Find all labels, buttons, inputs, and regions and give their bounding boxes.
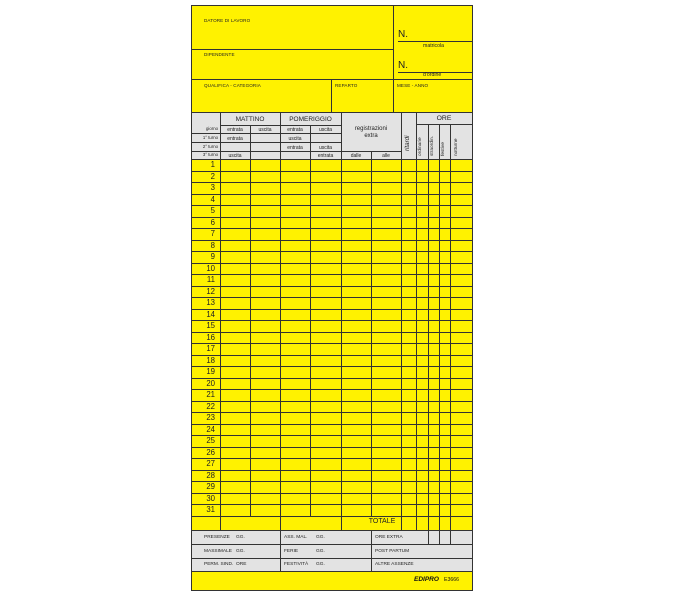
mattino-header: MATTINO [235, 116, 265, 123]
day-number: 24 [206, 424, 215, 434]
day-row-line [192, 194, 472, 195]
day-number: 14 [206, 309, 215, 319]
footer-block [192, 530, 472, 571]
day-number: 4 [210, 194, 215, 204]
day-number: 23 [206, 413, 215, 423]
reparto-label: REPARTO [335, 83, 358, 88]
day-row-line [192, 458, 472, 459]
day-row-line [192, 297, 472, 298]
employee-label: DIPENDENTE [204, 52, 235, 57]
registrazioni-header: registrazioni [354, 126, 388, 132]
ore-col-ordinarie: ordinarie [418, 137, 423, 156]
day-number: 26 [206, 447, 215, 457]
day-row-line [192, 424, 472, 425]
day-number: 25 [206, 436, 215, 446]
ore-col-straordinarie: straordin. [430, 136, 435, 156]
day-row-line [192, 401, 472, 402]
r2-pomeriggio-uscita: uscita [288, 136, 302, 142]
day-row-line [192, 378, 472, 379]
ritardi-header: ritardi [404, 135, 411, 151]
r3-pomeriggio-entrata: entrata [287, 145, 303, 151]
day-row-line [192, 274, 472, 275]
r3-pomeriggio-uscita: uscita [318, 145, 333, 151]
row-label-giorno: giorno [206, 126, 218, 131]
ore-col-festive: festive [441, 142, 446, 156]
day-number: 6 [210, 217, 215, 227]
day-row-line [192, 447, 472, 448]
r4-extra-alle: alle [382, 153, 390, 159]
ordine-label: d'ordine [423, 72, 442, 78]
presenze-gg-label: GG. [236, 535, 245, 540]
day-number: 17 [206, 344, 215, 354]
day-number: 29 [206, 482, 215, 492]
perm-sind-ore-label: ORE [236, 562, 247, 567]
day-row-line [192, 470, 472, 471]
festivita-label: FESTIVITÀ [284, 562, 309, 567]
day-number: 13 [206, 298, 215, 308]
mese-anno-label: MESE - ANNO [397, 83, 429, 88]
ore-col-notturne: notturne [454, 138, 459, 156]
day-row-line [192, 332, 472, 333]
ore-extra-label: ORE EXTRA [375, 535, 403, 540]
r4-pomeriggio-entrata: entrata [317, 153, 334, 159]
ferie-gg-label: GG. [316, 549, 325, 554]
day-row-line [192, 481, 472, 482]
day-row-line [192, 263, 472, 264]
massimale-gg-label: GG. [236, 549, 245, 554]
day-number: 21 [206, 390, 215, 400]
matricola-label: matricola [423, 43, 445, 49]
day-number: 15 [206, 321, 215, 331]
perm-sind-label: PERM. SIND. [204, 562, 234, 567]
day-number: 12 [206, 286, 215, 296]
day-number: 8 [210, 240, 215, 250]
day-number: 3 [210, 183, 215, 193]
employer-label: DATORE DI LAVORO [204, 18, 251, 23]
day-number: 22 [206, 401, 215, 411]
day-number: 30 [206, 493, 215, 503]
r1-mattino-entrata: entrata [227, 127, 243, 133]
day-number: 28 [206, 470, 215, 480]
day-number: 16 [206, 332, 215, 342]
ass-mal-gg-label: GG. [316, 535, 325, 540]
day-number: 31 [206, 505, 215, 515]
day-row-line [192, 205, 472, 206]
totale-row [192, 516, 472, 530]
day-row-line [192, 320, 472, 321]
day-row-line [192, 228, 472, 229]
day-row-line [192, 309, 472, 310]
r1-pomeriggio-entrata: entrata [287, 127, 303, 133]
day-number: 20 [206, 378, 215, 388]
pomeriggio-header: POMERIGGIO [289, 116, 332, 123]
row-label-turno-2: 2° turno [202, 144, 218, 149]
day-row-line [192, 493, 472, 494]
day-row-line [192, 171, 472, 172]
r1-pomeriggio-uscita: uscita [318, 127, 333, 133]
massimale-label: MASSIMALE [204, 549, 232, 554]
day-number: 7 [210, 229, 215, 239]
r4-mattino-uscita: uscita [228, 153, 242, 159]
day-row-line [192, 182, 472, 183]
totale-label: TOTALE [368, 518, 396, 525]
day-number: 11 [206, 275, 215, 285]
day-number: 2 [210, 171, 215, 181]
festivita-gg-label: GG. [316, 562, 325, 567]
ferie-label: FERIE [284, 549, 299, 554]
row-label-turno-1: 1° turno [202, 135, 218, 140]
ass-mal-label: ASS. MAL. [284, 535, 308, 540]
day-row-line [192, 504, 472, 505]
brand-logo: EDIPRO [414, 576, 439, 583]
r1-mattino-uscita: uscita [258, 127, 272, 133]
row-label-turno-3: 3° turno [202, 152, 218, 157]
days-grid [192, 159, 472, 516]
day-row-line [192, 240, 472, 241]
r4-extra-dalle: dalle [350, 153, 362, 159]
day-row-line [192, 286, 472, 287]
day-number: 1 [210, 160, 215, 169]
ore-header: ORE [436, 115, 452, 122]
day-number: 9 [210, 252, 215, 262]
post-partum-label: POST PARTUM [375, 549, 410, 554]
day-number: 10 [206, 263, 215, 273]
day-row-line [192, 412, 472, 413]
day-number: 18 [206, 355, 215, 365]
product-code: E3666 [444, 577, 460, 583]
attendance-card [191, 5, 473, 591]
day-row-line [192, 355, 472, 356]
day-number: 27 [206, 459, 215, 469]
day-row-line [192, 366, 472, 367]
extra-header: extra [364, 133, 378, 139]
r2-mattino-entrata: entrata [227, 136, 243, 142]
ordine-number-symbol: N. [398, 60, 408, 71]
day-row-line [192, 217, 472, 218]
presenze-label: PRESENZE [204, 535, 230, 540]
day-number: 5 [210, 206, 215, 216]
day-number: 19 [206, 367, 215, 377]
day-row-line [192, 435, 472, 436]
day-row-line [192, 251, 472, 252]
day-row-line [192, 343, 472, 344]
altre-assenze-label: ALTRE ASSENZE [375, 562, 414, 567]
matricola-number-symbol: N. [398, 29, 408, 40]
day-row-line [192, 389, 472, 390]
qualifica-label: QUALIFICA - CATEGORIA [204, 83, 261, 88]
